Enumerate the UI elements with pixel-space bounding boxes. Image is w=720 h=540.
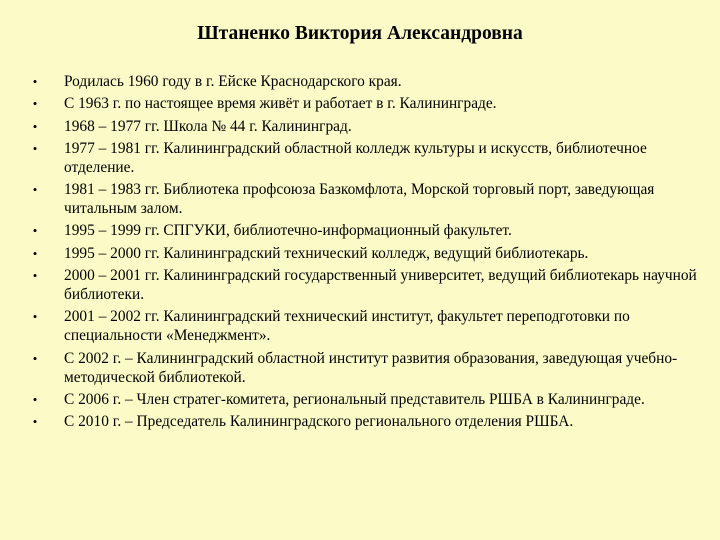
bullet-icon: •: [32, 182, 38, 198]
bullet-icon: •: [32, 309, 38, 325]
bio-item: [30, 94, 710, 113]
bio-item-text: С 1963 г. по настоящее время живёт и работает в г. Калининграде.: [64, 95, 497, 113]
bio-item: [30, 139, 710, 177]
slide-title: Штаненко Виктория Александровна: [197, 23, 523, 44]
bio-item-text: 2000 – 2001 гг. Калининградский государственный университет, ведущий библиотекарь научной библиотеки.: [64, 267, 697, 304]
bullet-icon: •: [32, 96, 38, 112]
bio-list: [30, 72, 710, 435]
bullet-icon: •: [32, 223, 38, 239]
bullet-icon: •: [32, 245, 38, 261]
bio-item: [30, 180, 710, 218]
bio-item-text: 1995 – 1999 гг. СПГУКИ, библиотечно-информационный факультет.: [64, 222, 512, 240]
bio-item-text: Родилась 1960 году в г. Ейске Краснодарского края.: [64, 73, 402, 90]
bullet-icon: •: [32, 414, 38, 430]
bio-item-text: 1981 – 1983 гг. Библиотека профсоюза Базкомфлота, Морской торговый порт, заведующая читальным залом.: [64, 181, 655, 218]
bio-item: [30, 72, 710, 91]
bio-item-text: С 2006 г. – Член стратег-комитета, региональный представитель РШБА в Калининграде.: [64, 390, 645, 408]
bio-item-text: 1995 – 2000 гг. Калининградский технический колледж, ведущий библиотекарь.: [64, 244, 589, 262]
bio-item: [30, 412, 710, 431]
bullet-icon: •: [32, 268, 38, 284]
bio-item: [30, 221, 710, 240]
bullet-icon: •: [32, 74, 38, 89]
bullet-icon: •: [32, 391, 38, 407]
bio-item: [30, 117, 710, 136]
bullet-icon: •: [32, 118, 38, 134]
bio-item: [30, 390, 710, 409]
bio-item-text: 1977 – 1981 гг. Калининградский областной колледж культуры и искусств, библиотечное отделение.: [64, 139, 647, 176]
bio-item-text: 2001 – 2002 гг. Калининградский технический институт, факультет переподготовки по специальности «Менеджмент».: [64, 308, 630, 345]
bio-item: [30, 266, 710, 304]
bio-item: [30, 244, 710, 263]
bio-item: [30, 349, 710, 387]
bio-item-text: С 2002 г. – Калининградский областной институт развития образования, заведующая учебно-методической библиотекой.: [64, 349, 678, 386]
bullet-icon: •: [32, 350, 38, 366]
bio-item-text: 1968 – 1977 гг. Школа № 44 г. Калининград.: [64, 117, 352, 135]
bullet-icon: •: [32, 140, 38, 156]
bio-item: [30, 307, 710, 345]
bio-item-text: С 2010 г. – Председатель Калининградского регионального отделения РШБА.: [64, 413, 574, 431]
